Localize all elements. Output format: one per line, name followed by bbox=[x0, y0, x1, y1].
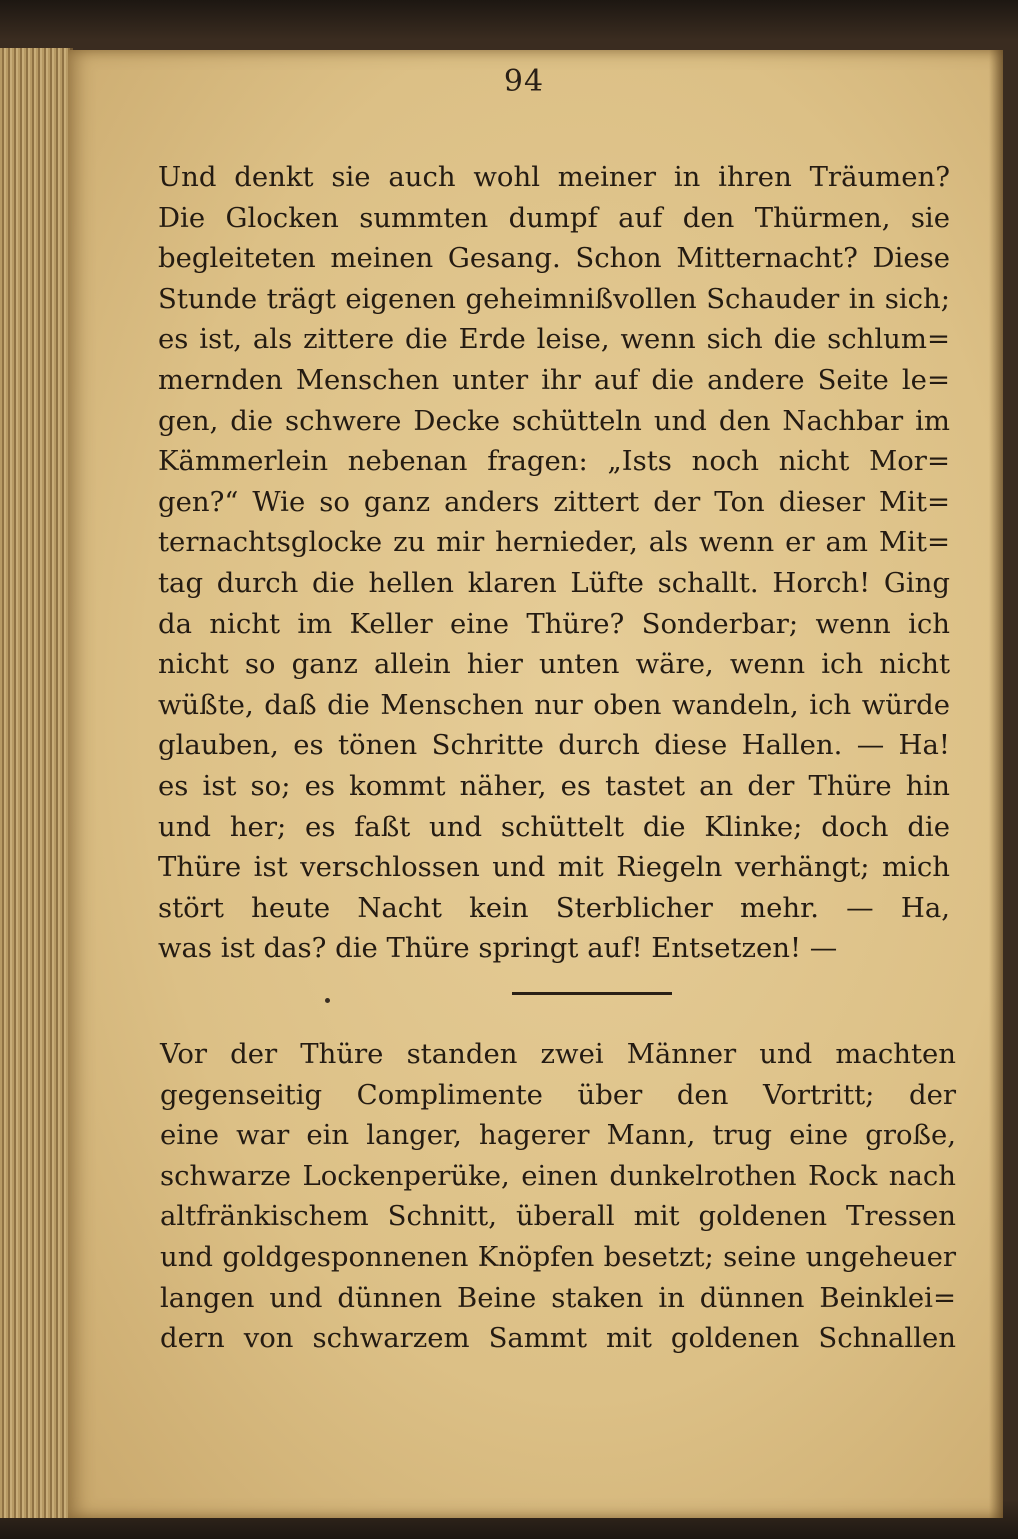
text-line: gen?“ Wie so ganz anders zittert der Ton dieser Mit= bbox=[158, 485, 950, 518]
text-line: es ist so; es kommt näher, es tastet an der Thüre hin bbox=[158, 769, 950, 802]
text-line: tag durch die hellen klaren Lüfte schallt. Horch! Ging bbox=[158, 566, 950, 599]
text-line: und her; es faßt und schüttelt die Klinke; doch die bbox=[158, 810, 950, 843]
text-line: Stunde trägt eigenen geheimnißvollen Schauder in sich; bbox=[158, 282, 950, 315]
text-line: begleiteten meinen Gesang. Schon Mitternacht? Diese bbox=[158, 242, 950, 275]
text-line: da nicht im Keller eine Thüre? Sonderbar; wenn ich bbox=[158, 607, 950, 640]
text-line: es ist, als zittere die Erde leise, wenn sich die schlum= bbox=[158, 323, 950, 356]
text-line: altfränkischem Schnitt, überall mit goldenen Tressen bbox=[160, 1200, 956, 1233]
text-line: stört heute Nacht kein Sterblicher mehr. — Ha, bbox=[158, 891, 950, 924]
text-line: gen, die schwere Decke schütteln und den Nachbar im bbox=[158, 404, 950, 437]
page-number: 94 bbox=[503, 64, 545, 99]
text-line: Und denkt sie auch wohl meiner in ihren Träumen? bbox=[158, 161, 950, 193]
text-line: Thüre ist verschlossen und mit Riegeln verhängt; mich bbox=[158, 851, 950, 884]
text-line: gegenseitig Complimente über den Vortritt; der bbox=[160, 1078, 956, 1111]
text-line: Kämmerlein nebenan fragen: „Ists noch nicht Mor= bbox=[158, 445, 950, 478]
book-fore-edge bbox=[0, 48, 73, 1518]
text-line: nicht so ganz allein hier unten wäre, wenn ich nicht bbox=[158, 648, 950, 681]
text-line: wüßte, daß die Menschen nur oben wandeln, ich würde bbox=[158, 688, 950, 721]
text-line: und goldgesponnenen Knöpfen besetzt; seine ungeheuer bbox=[160, 1240, 956, 1273]
text-line: glauben, es tönen Schritte durch diese Hallen. — Ha! bbox=[158, 729, 950, 762]
paragraph-1 bbox=[158, 157, 950, 969]
page-gutter-shadow bbox=[989, 50, 1003, 1518]
text-line: mernden Menschen unter ihr auf die andere Seite le= bbox=[158, 363, 950, 396]
text-line: schwarze Lockenperüke, einen dunkelrothen Rock nach bbox=[160, 1159, 956, 1192]
text-line: was ist das? die Thüre springt auf! Entsetzen! — bbox=[158, 932, 838, 965]
text-line: Vor der Thüre standen zwei Männer und machten bbox=[160, 1038, 956, 1070]
section-divider-rule bbox=[512, 992, 672, 995]
text-line: dern von schwarzem Sammt mit goldenen Schnallen bbox=[160, 1322, 956, 1355]
paragraph-2 bbox=[160, 1034, 956, 1359]
text-line: ternachtsglocke zu mir hernieder, als wenn er am Mit= bbox=[158, 526, 950, 559]
ink-speck bbox=[325, 998, 330, 1003]
text-line: eine war ein langer, hagerer Mann, trug eine große, bbox=[160, 1119, 956, 1152]
text-line: Die Glocken summten dumpf auf den Thürmen, sie bbox=[158, 201, 950, 234]
text-line: langen und dünnen Beine staken in dünnen Beinklei= bbox=[160, 1281, 956, 1314]
